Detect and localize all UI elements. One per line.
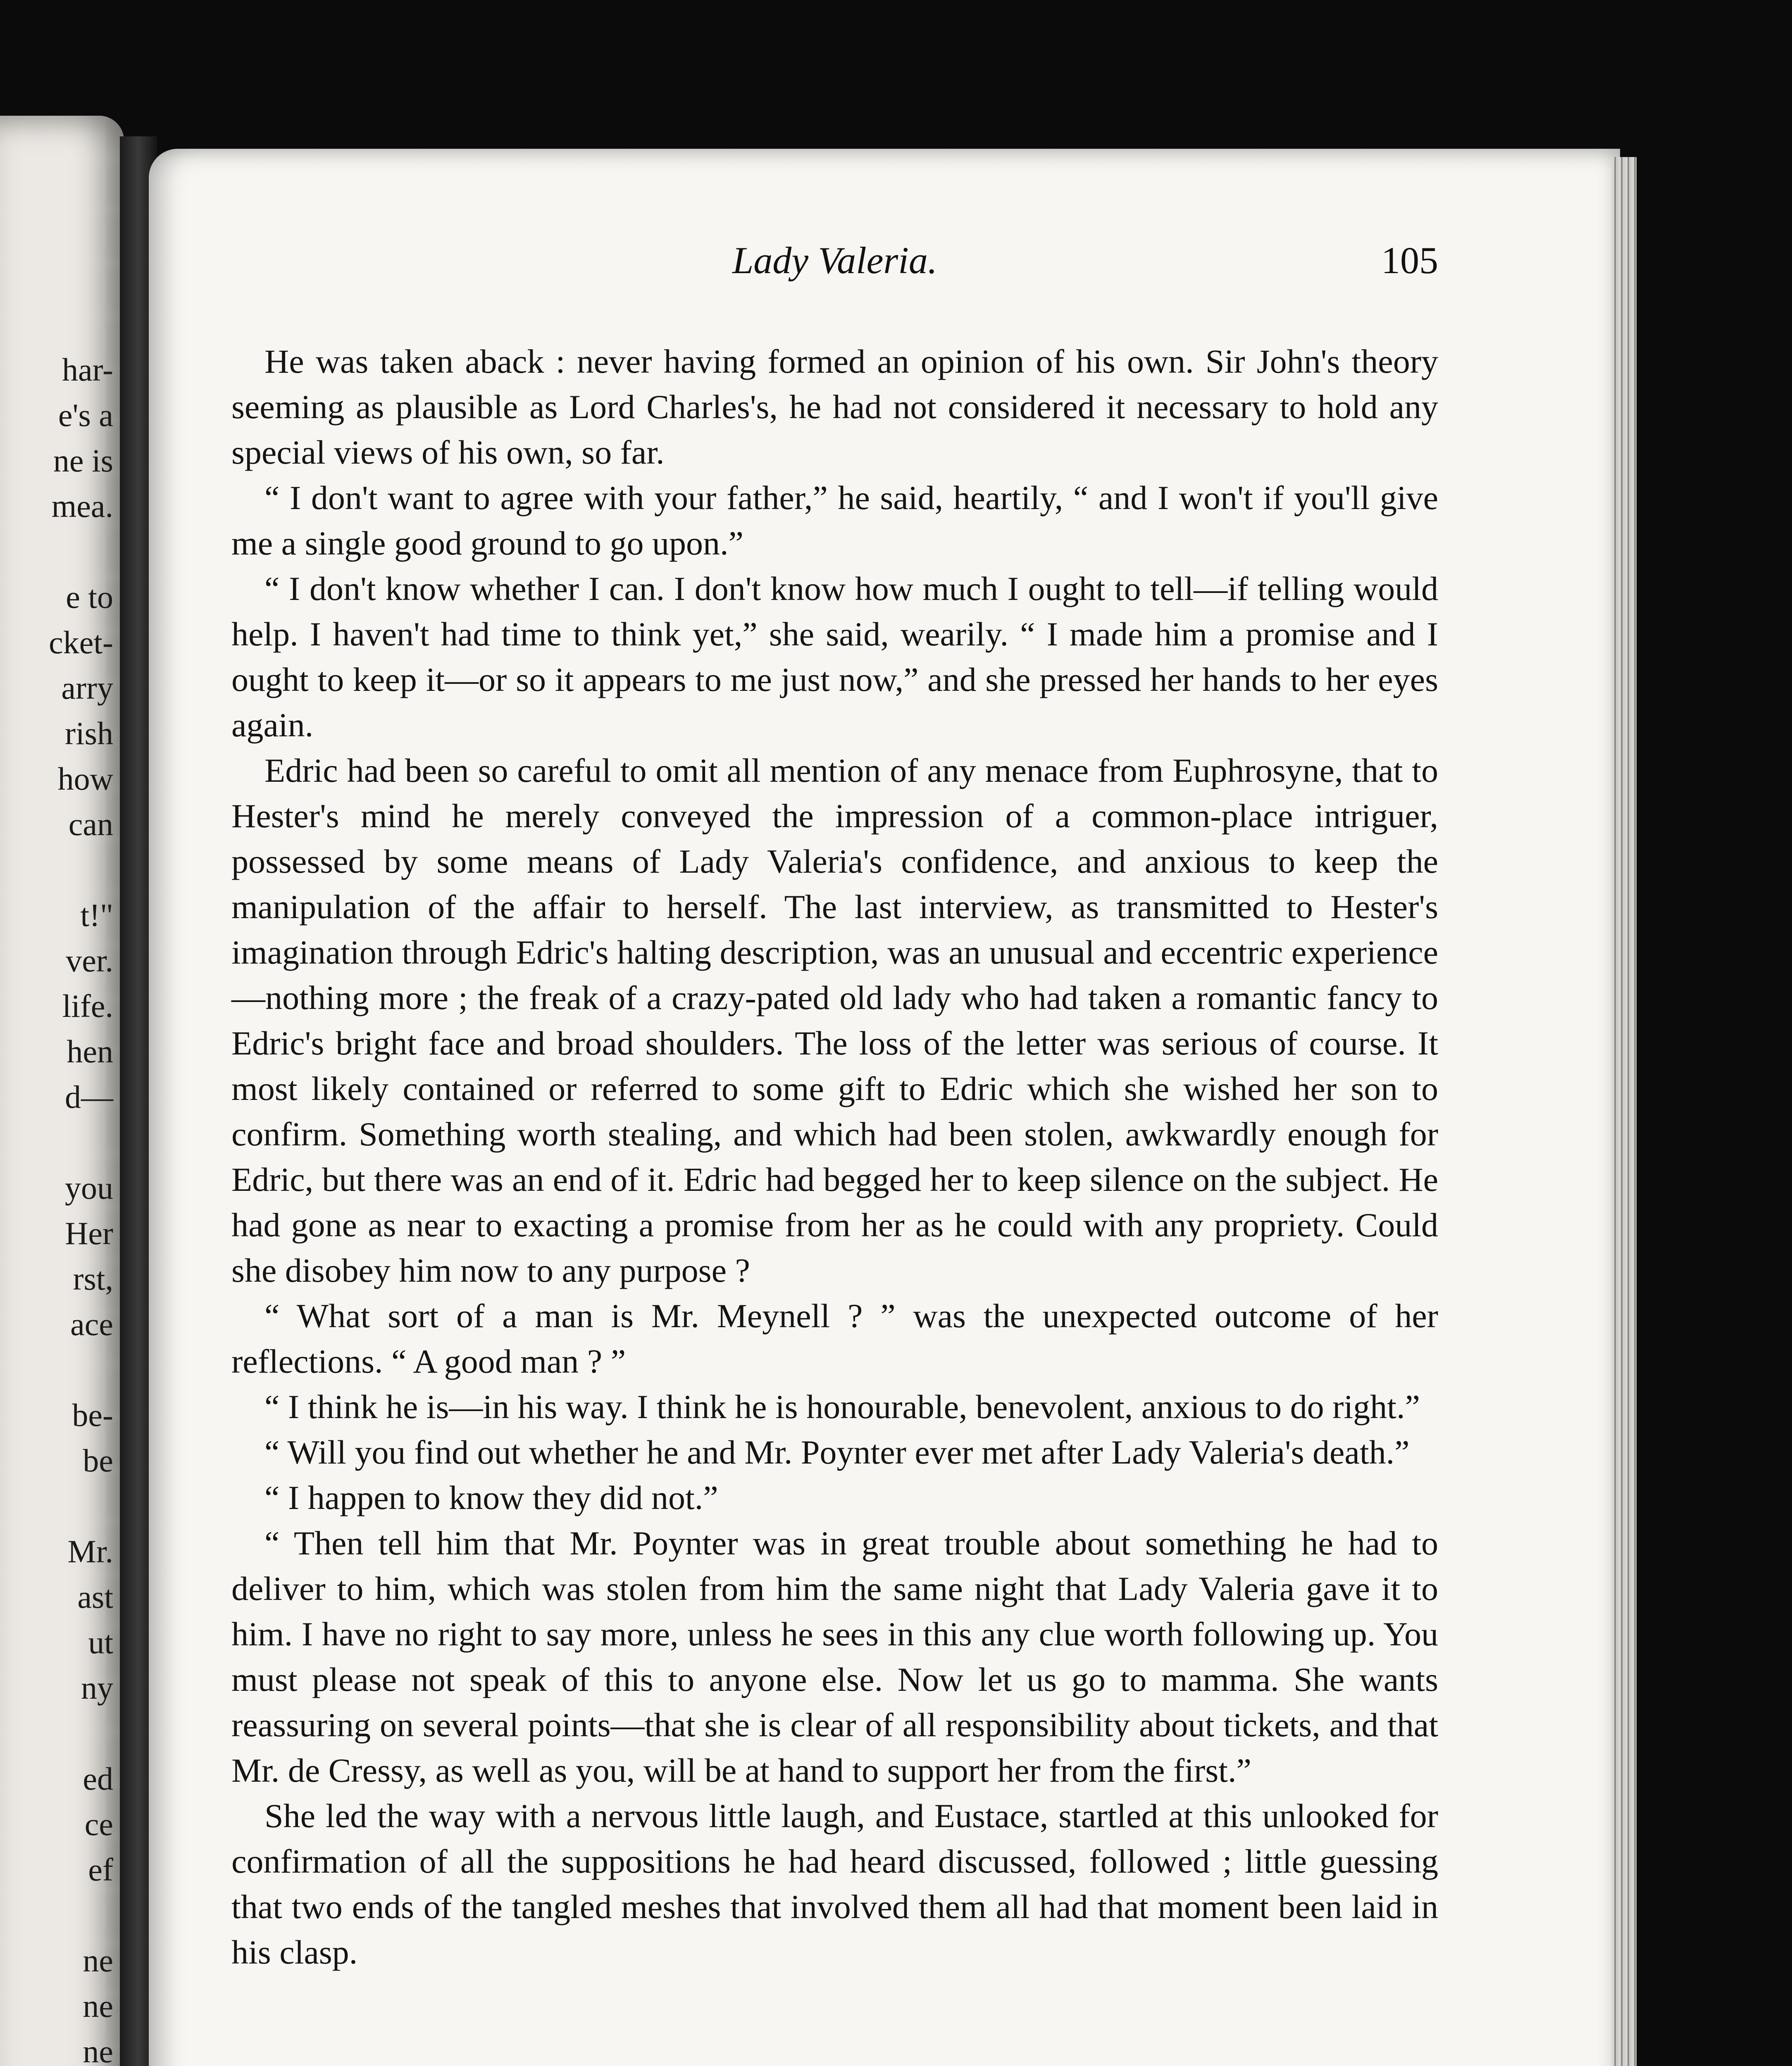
paragraph: “ I don't know whether I can. I don't know how much I ought to tell—if telling would help. I haven't had time to think yet,” she said, wearily. “ I made him a promise and I ought to keep it—or so it appears to me just now,” and she pressed her hands to her eyes again. <box>231 570 1438 744</box>
left-page-fragment: ast <box>77 1579 113 1615</box>
paragraph: “ Will you find out whether he and Mr. Poynter ever met after Lady Valeria's death.” <box>265 1433 1410 1471</box>
page-header <box>231 231 1438 289</box>
paragraph: Edric had been so careful to omit all mention of any menace from Euphrosyne, that to Hester's mind he merely conveyed the impression of a common-place intriguer, possessed by some means of Lady Valeria's confidence, and anxious to keep the manipulation of the affair to herself. The last interview, as transmitted to Hester's imagination through Edric's halting description, was an unusual and eccentric experience—nothing more ; the freak of a crazy-pated old lady who had taken a romantic fancy to Edric's bright face and broad shoulders. The loss of the letter was serious of course. It most likely contained or referred to some gift to Edric which she wished her son to confirm. Something worth stealing, and which had been stolen, awkwardly enough for Edric, but there was an end of it. Edric had begged her to keep silence on the subject. He had gone as near to exacting a promise from her as he could with any propriety. Could she disobey him now to any purpose ? <box>231 752 1438 1289</box>
left-page-fragment: ver. <box>66 943 113 978</box>
left-page-fragment: be <box>83 1442 113 1478</box>
paragraph: He was taken aback : never having formed an opinion of his own. Sir John's theory seeming as plausible as Lord Charles's, he had not considered it necessary to hold any special views of his own, so far. <box>231 343 1438 471</box>
left-page-fragment: Her <box>65 1215 113 1251</box>
left-page-fragment: ne <box>83 1988 113 2024</box>
left-page-fragment: how <box>57 761 113 797</box>
left-page-fragment: d— <box>65 1079 113 1115</box>
left-page-fragment: har- <box>62 352 113 388</box>
left-page-fragment: e's a <box>58 397 113 433</box>
left-page-fragment: Mr. <box>67 1533 113 1569</box>
left-page-fragment <box>49 1347 113 1392</box>
left-page-fragment: be- <box>72 1397 113 1433</box>
left-page-fragment <box>49 1711 113 1756</box>
left-page-fragment <box>49 1483 113 1529</box>
left-page-fragment: ef <box>88 1852 113 1887</box>
left-page-fragment: ne <box>83 2033 113 2066</box>
left-page-fragment: ace <box>70 1306 113 1342</box>
left-page-text-fragments <box>49 347 113 2066</box>
left-page-fragment: t!" <box>80 897 113 933</box>
paragraph: She led the way with a nervous little laugh, and Eustace, startled at this unlooked for confirmation of all the suppositions he had heard discussed, followed ; little guessing that two ends of the tangled meshes that involved them all had that moment been laid in his clasp. <box>231 1797 1438 1971</box>
left-page-fragment: ut <box>88 1624 113 1660</box>
left-page-fragment: mea. <box>51 488 113 524</box>
left-page-fragment: ne is <box>53 443 113 478</box>
left-page-fragment: e to <box>66 579 113 615</box>
left-page-fragment: cket- <box>49 624 113 660</box>
left-page-fragment: ny <box>81 1670 113 1706</box>
left-page-fragment: life. <box>62 988 113 1024</box>
left-page-fragment: ce <box>84 1806 113 1842</box>
paragraph: “ What sort of a man is Mr. Meynell ? ” was the unexpected outcome of her reflections. “ A good man ? ” <box>231 1297 1438 1380</box>
left-page-fragment: rst, <box>73 1261 113 1297</box>
paragraph: “ I think he is—in his way. I think he is honourable, benevolent, anxious to do right.” <box>265 1388 1420 1426</box>
left-page-fragment <box>49 1892 113 1938</box>
page-number: 105 <box>1381 239 1438 281</box>
running-title: Lady Valeria. <box>732 239 937 281</box>
left-page-fragment <box>49 847 113 893</box>
left-page-fragment: hen <box>67 1033 113 1069</box>
left-page-fragment <box>49 1120 113 1165</box>
left-facing-page <box>0 116 124 2066</box>
paragraph: “ I happen to know they did not.” <box>265 1479 718 1516</box>
left-page-fragment: ed <box>83 1761 113 1797</box>
left-page-fragment <box>49 529 113 574</box>
left-page-fragment: ne <box>83 1942 113 1978</box>
paragraph: “ I don't want to agree with your father,” he said, heartily, “ and I won't if you'll give me a single good ground to go upon.” <box>231 479 1438 562</box>
page-edges <box>1612 157 1637 2066</box>
body-text <box>231 339 1438 1975</box>
left-page-fragment: can <box>68 806 113 842</box>
paragraph: “ Then tell him that Mr. Poynter was in great trouble about something he had to deliver to him, which was stolen from him the same night that Lady Valeria gave it to him. I have no right to say more, unless he sees in this any clue worth following up. You must please not speak of this to anyone else. Now let us go to mamma. She wants reassuring on several points—that she is clear of all responsibility about tickets, and that Mr. de Cressy, as well as you, will be at hand to support her from the first.” <box>231 1524 1438 1789</box>
left-page-fragment: rish <box>65 715 113 751</box>
left-page-fragment: you <box>65 1170 113 1206</box>
left-page-fragment: arry <box>61 670 113 706</box>
